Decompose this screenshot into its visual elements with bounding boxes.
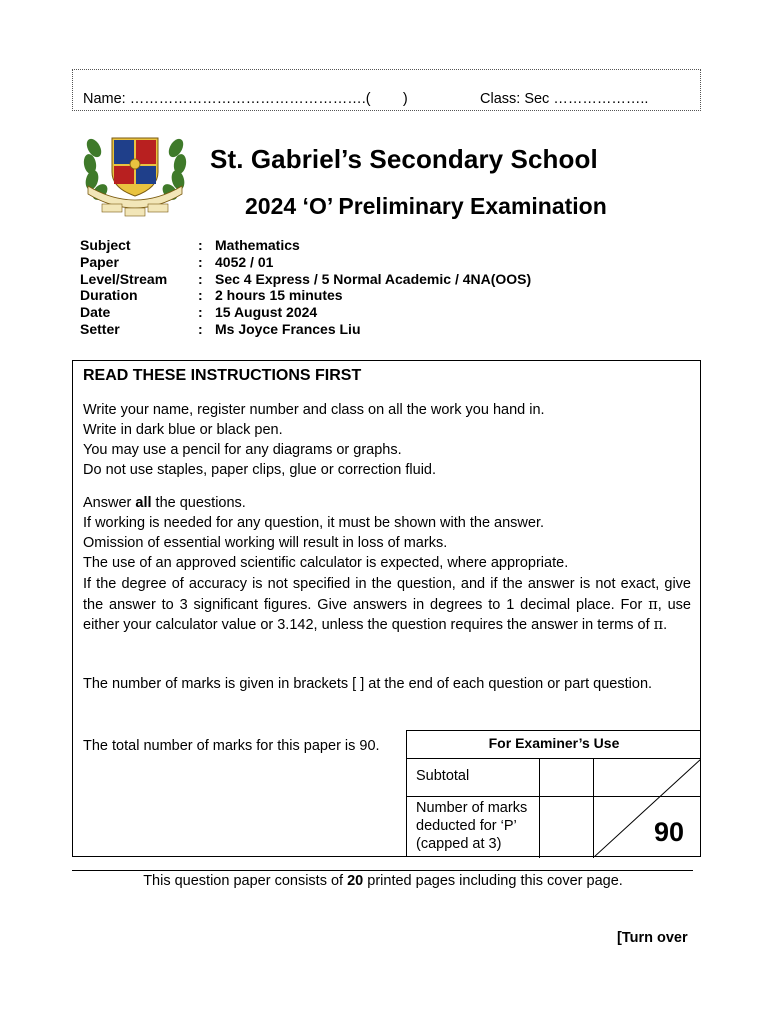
detail-separator: :: [198, 237, 203, 253]
footer-rule: [72, 870, 693, 871]
instruction-line: Do not use staples, paper clips, glue or correction fluid.: [83, 462, 437, 478]
detail-value: 2 hours 15 minutes: [215, 287, 343, 304]
pi-symbol: π: [648, 596, 658, 613]
detail-separator: :: [198, 270, 203, 287]
detail-separator: :: [198, 287, 203, 304]
instruction-accuracy: [83, 574, 691, 636]
examiner-table-title: For Examiner’s Use: [407, 731, 701, 759]
instructions-box: [72, 360, 701, 857]
instructions-heading: READ THESE INSTRUCTIONS FIRST: [83, 367, 362, 384]
page-count: 20: [347, 873, 364, 889]
text-run: If the degree of accuracy is not specified in the question, and if the answer is not exact, give the answer to 3 significant figures. Give answers in degrees to 1 decimal place. For: [83, 576, 691, 613]
name-class-box: [72, 69, 701, 111]
detail-label: Subject: [80, 237, 131, 253]
instructions-block-general: [83, 400, 691, 480]
pi-symbol: π: [653, 617, 664, 633]
instruction-line: Write in dark blue or black pen.: [83, 422, 283, 438]
instruction-marks-note: The number of marks is given in brackets [ ] at the end of each question or part question.: [83, 676, 653, 692]
detail-value: 15 August 2024: [215, 304, 318, 321]
instructions-block-answering: [83, 493, 691, 573]
instruction-line: The use of an approved scientific calculator is expected, where appropriate.: [83, 555, 569, 571]
instruction-total-note: The total number of marks for this paper is 90.: [83, 738, 380, 754]
school-name: St. Gabriel’s Secondary School: [210, 144, 598, 174]
page-count-note: [0, 873, 766, 889]
name-field-line: Name: ………………………………………….( ): [83, 91, 408, 107]
detail-label: Paper: [80, 253, 119, 270]
detail-value: Sec 4 Express / 5 Normal Academic / 4NA(OOS): [215, 270, 532, 287]
text-run: , use either your calculator value or 3.142, unless the question requires the answer in terms of: [83, 596, 691, 633]
detail-separator: :: [198, 320, 203, 337]
emphasis-all: all: [135, 495, 152, 511]
detail-value: 4052 / 01: [215, 253, 274, 270]
text-run: .: [663, 617, 668, 633]
instruction-line: If working is needed for any question, it must be shown with the answer.: [83, 515, 545, 531]
detail-separator: :: [198, 304, 203, 321]
instruction-line-answer-all: [83, 493, 691, 513]
deducted-marks-label: Number of marks deducted for ‘P’ (capped at 3): [416, 800, 528, 852]
examiner-use-table: [406, 730, 701, 857]
text-run: This question paper consists of: [143, 873, 348, 889]
detail-label: Level/Stream: [80, 270, 168, 287]
class-field-line: Class: Sec ………………..: [480, 91, 649, 107]
text-run: the questions.: [151, 495, 246, 511]
instruction-line: Omission of essential working will result in loss of marks.: [83, 535, 448, 551]
instruction-line: You may use a pencil for any diagrams or graphs.: [83, 442, 402, 458]
detail-value: Mathematics: [215, 237, 300, 253]
detail-separator: :: [198, 253, 203, 270]
diagonal-slash: [594, 759, 701, 857]
detail-label: Setter: [80, 320, 120, 337]
subtotal-label: Subtotal: [416, 768, 470, 784]
instruction-line: Write your name, register number and class on all the work you hand in.: [83, 402, 545, 418]
school-crest-logo: [80, 128, 190, 218]
detail-label: Date: [80, 304, 111, 321]
text-run: Answer: [83, 495, 136, 511]
exam-title: 2024 ‘O’ Preliminary Examination: [245, 193, 607, 219]
detail-label: Duration: [80, 287, 138, 304]
text-run: printed pages including this cover page.: [363, 873, 623, 889]
detail-value: Ms Joyce Frances Liu: [215, 320, 361, 337]
total-marks: 90: [654, 817, 685, 847]
turn-over-note: [Turn over: [617, 930, 688, 946]
